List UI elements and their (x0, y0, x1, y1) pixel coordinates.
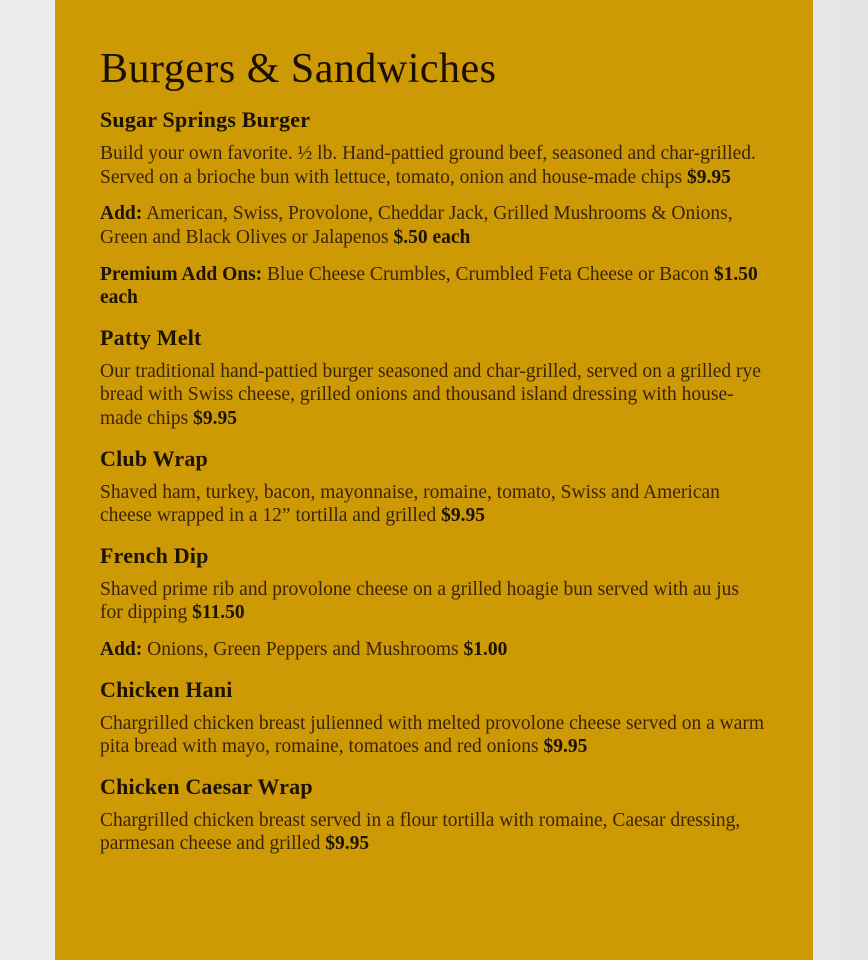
menu-item-chicken-caesar-wrap (100, 774, 765, 856)
item-price: $11.50 (192, 602, 245, 624)
item-price: $9.95 (193, 407, 238, 429)
item-addons (100, 638, 765, 662)
paragraph-text: Our traditional hand-pattied burger seasoned and char-grilled, served on a grilled rye bread with Swiss cheese, grilled onions and thousand island dressing with house-made chips (100, 360, 761, 429)
paragraph-lead: Add: (100, 203, 143, 225)
paragraph-lead: Add: (100, 638, 143, 660)
paragraph-text: American, Swiss, Provolone, Cheddar Jack, Grilled Mushrooms & Onions, Green and Black Olives or Jalapenos (100, 203, 733, 248)
item-premium-addons (100, 263, 765, 310)
item-price: $1.00 (463, 638, 508, 660)
item-price: $9.95 (325, 833, 370, 855)
item-name: Club Wrap (100, 445, 208, 471)
paragraph-text: Onions, Green Peppers and Mushrooms (142, 638, 464, 660)
item-name: Chicken Hani (100, 676, 233, 702)
item-price: $.50 each (393, 226, 471, 248)
menu-item-patty-melt (100, 325, 765, 431)
menu-panel (55, 0, 813, 960)
paragraph-text: Shaved prime rib and provolone cheese on a grilled hoagie bun served with au jus for dipping (100, 578, 739, 624)
paragraph-text: Chargrilled chicken breast julienned with melted provolone cheese served on a warm pita bread with mayo, romaine, tomatoes and red onions (100, 712, 765, 758)
item-price: $9.95 (687, 166, 731, 188)
item-description (100, 809, 765, 856)
item-price: $1.50 each (100, 263, 758, 309)
item-addons (100, 202, 765, 249)
paragraph-lead: Premium Add Ons: (100, 263, 263, 285)
paragraph-text: Build your own favorite. ½ lb. Hand-pattied ground beef, seasoned and char-grilled. Served on a brioche bun with lettuce, tomato, onion and house-made chips (100, 143, 756, 188)
item-name: Chicken Caesar Wrap (100, 773, 313, 799)
item-price: $9.95 (543, 736, 588, 758)
item-name: Patty Melt (100, 324, 202, 350)
menu-item-chicken-hani (100, 677, 765, 759)
item-description (100, 142, 765, 189)
menu-item-club-wrap (100, 446, 765, 528)
paragraph-text: Shaved ham, turkey, bacon, mayonnaise, romaine, tomato, Swiss and American cheese wrapped in a 12” tortilla and grilled (100, 481, 720, 527)
paragraph-text: Chargrilled chicken breast served in a flour tortilla with romaine, Caesar dressing, parmesan cheese and grilled (100, 809, 741, 855)
item-name: Sugar Springs Burger (100, 107, 311, 133)
menu-item-sugar-springs-burger (100, 107, 765, 310)
item-description (100, 578, 765, 625)
item-name: French Dip (100, 542, 209, 568)
menu-item-french-dip (100, 543, 765, 662)
paragraph-text: Blue Cheese Crumbles, Crumbled Feta Cheese or Bacon (262, 263, 714, 285)
item-description (100, 360, 765, 431)
item-description (100, 712, 765, 759)
menu-section-title: Burgers & Sandwiches (100, 46, 497, 92)
item-price: $9.95 (441, 505, 485, 527)
item-description (100, 481, 765, 528)
